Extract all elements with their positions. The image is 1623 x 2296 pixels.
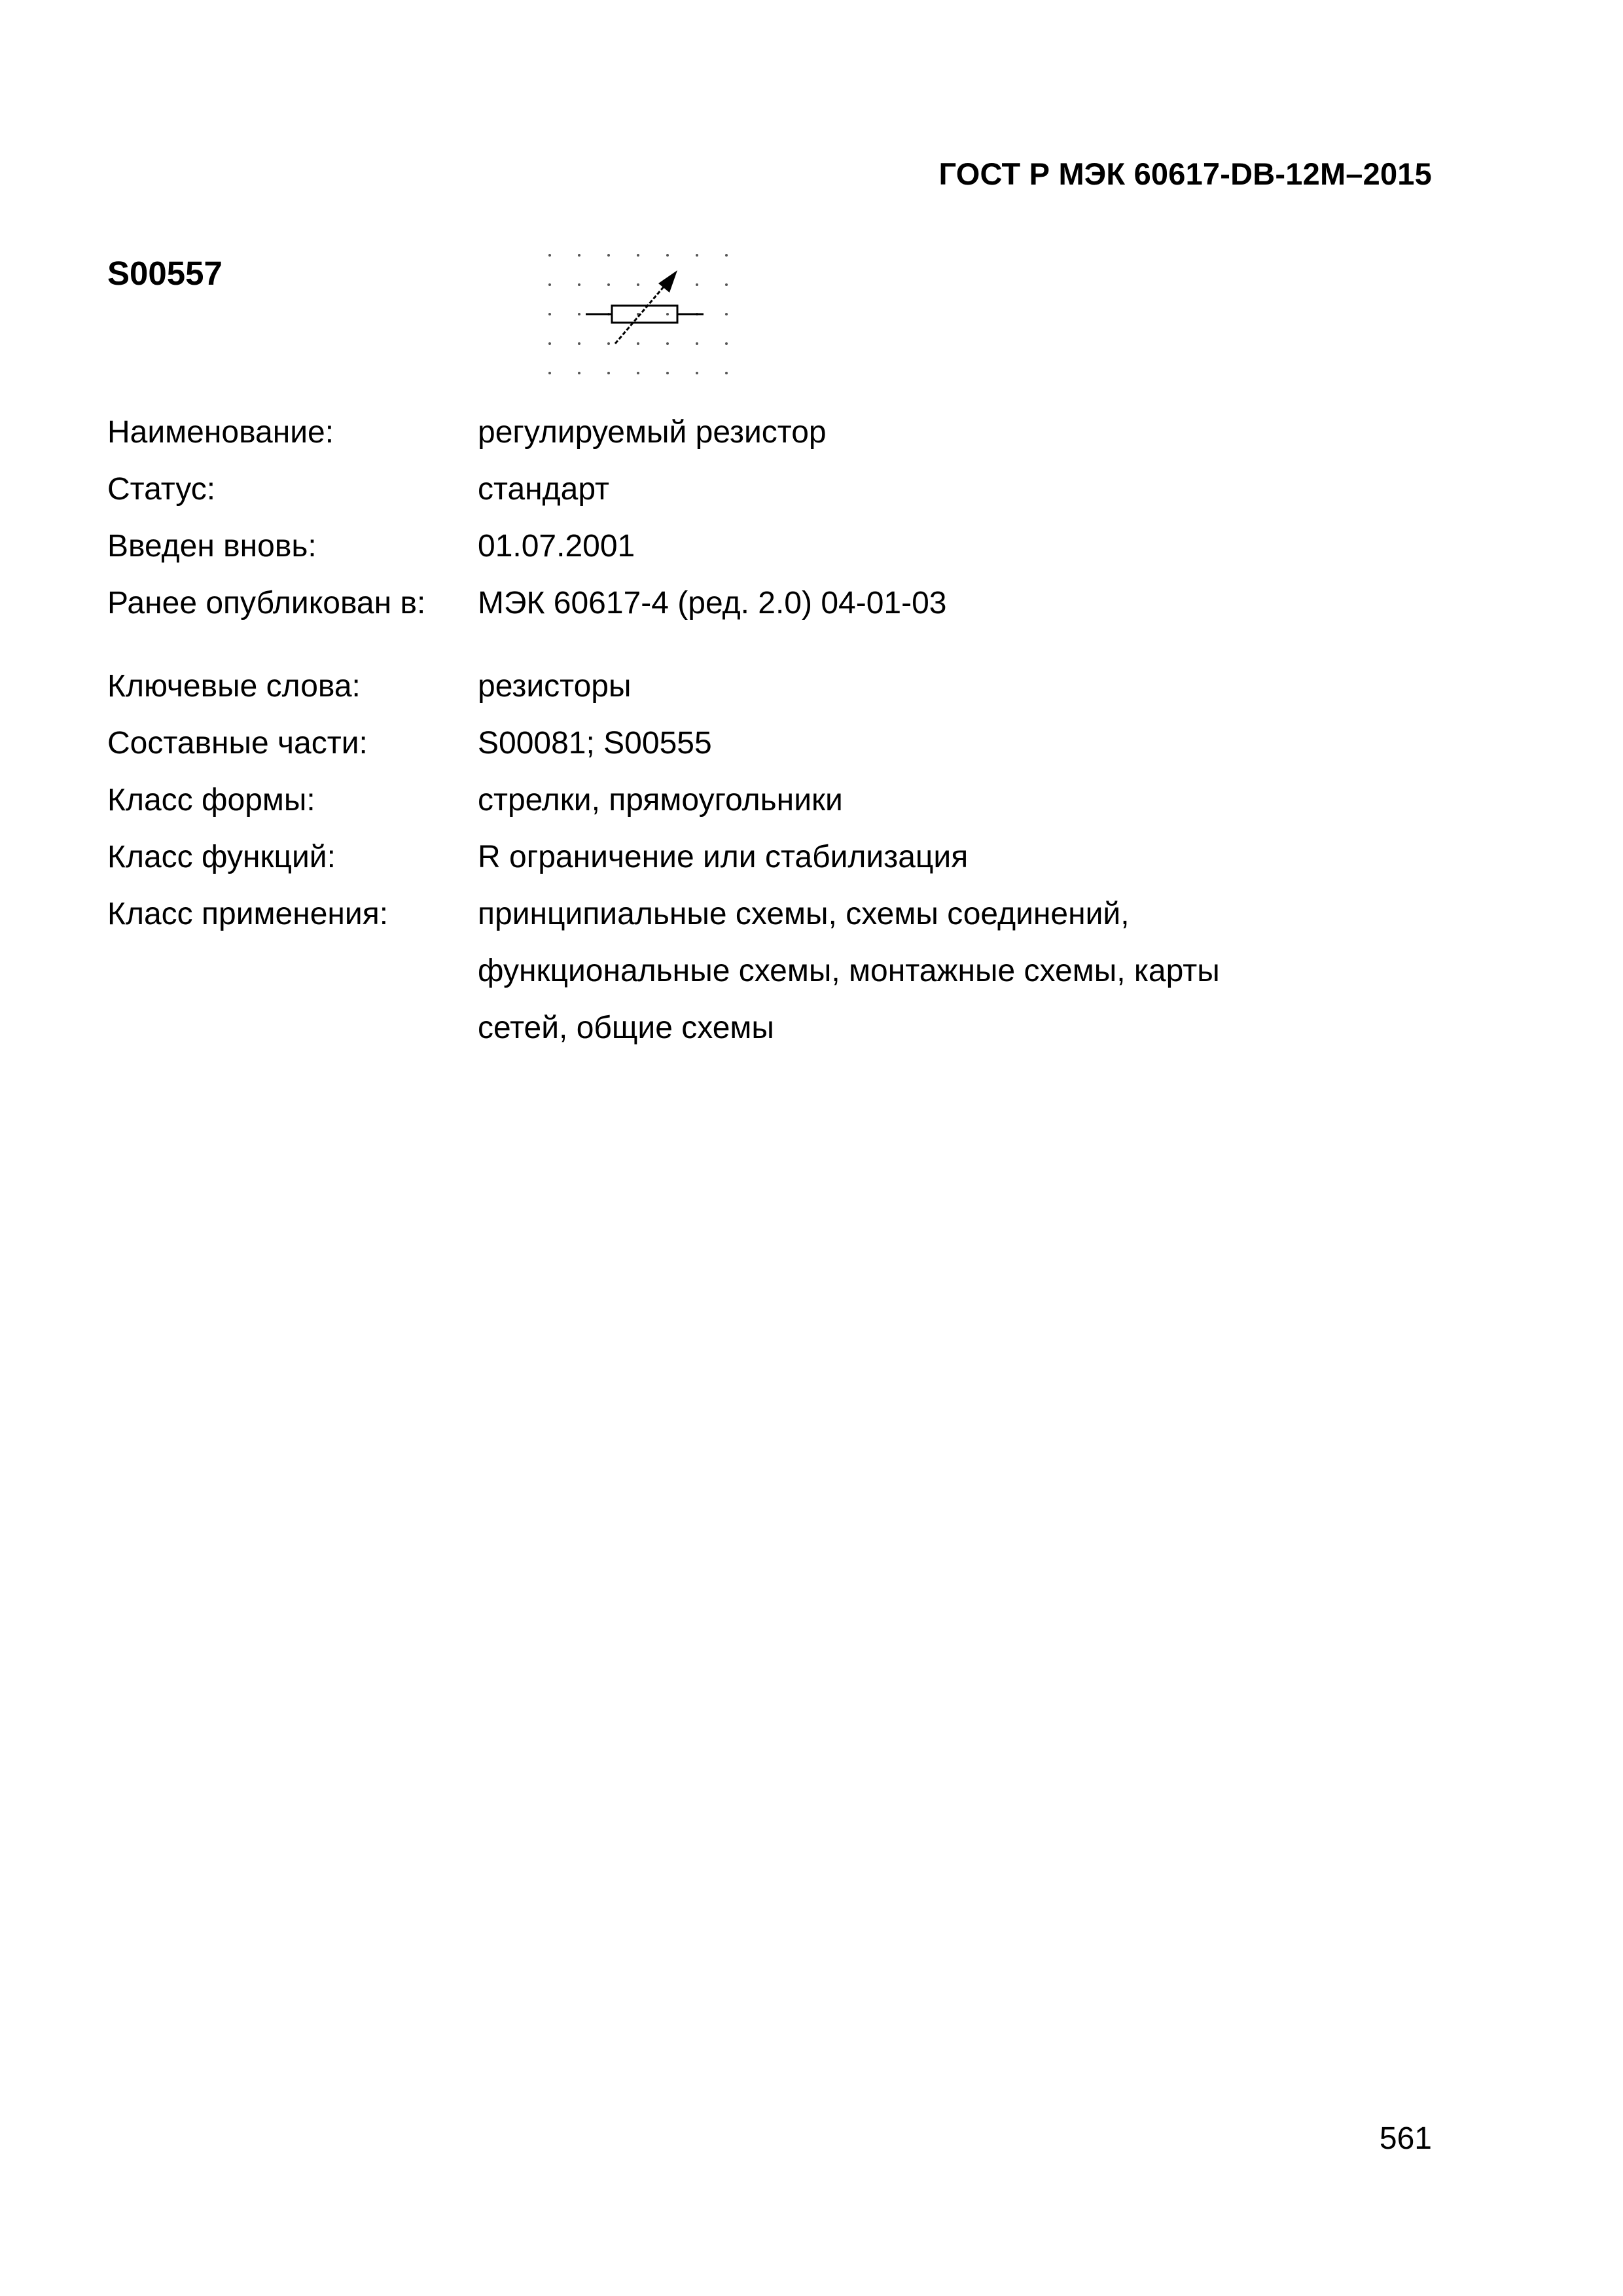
- field-label-components: Составные части:: [107, 726, 368, 761]
- grid-dot: [725, 254, 728, 257]
- field-label-name: Наименование:: [107, 415, 334, 450]
- grid-dot: [578, 283, 580, 286]
- grid-dot: [637, 283, 639, 286]
- grid-dot: [666, 342, 669, 345]
- grid-dot: [578, 254, 580, 257]
- grid-dot: [725, 283, 728, 286]
- grid-dot: [548, 342, 551, 345]
- field-row-previously-published: [107, 575, 1449, 632]
- symbol-code: S00557: [107, 255, 223, 292]
- field-row-keywords: [107, 658, 1449, 715]
- field-label-shape-class: Класс формы:: [107, 783, 315, 817]
- symbol-properties: [107, 404, 1449, 1056]
- field-value-name: регулируемый резистор: [478, 415, 827, 450]
- grid-dot: [666, 313, 669, 315]
- field-label-status: Статус:: [107, 472, 216, 507]
- grid-dot: [725, 372, 728, 374]
- adjustment-arrow-shaft: [615, 281, 669, 344]
- field-value-application-class: [478, 886, 1449, 1056]
- grid-dot: [548, 372, 551, 374]
- field-row-application-class: [107, 886, 1449, 1056]
- grid-dot: [607, 283, 610, 286]
- grid-dot: [725, 313, 728, 315]
- grid-dot: [548, 283, 551, 286]
- document-standard-id: ГОСТ Р МЭК 60617-DB-12M–2015: [938, 156, 1432, 191]
- field-label-previously-published: Ранее опубликован в:: [107, 586, 426, 620]
- field-value-keywords: резисторы: [478, 669, 632, 704]
- field-row-components: [107, 715, 1449, 772]
- field-row-name: [107, 404, 1449, 461]
- grid-dot: [637, 342, 639, 345]
- grid-dot: [696, 283, 698, 286]
- field-label-keywords: Ключевые слова:: [107, 669, 361, 704]
- field-value-components: S00081; S00555: [478, 726, 712, 761]
- grid-dot: [696, 372, 698, 374]
- grid-dot: [548, 313, 551, 315]
- grid-dot: [725, 342, 728, 345]
- field-label-function-class: Класс функций:: [107, 840, 336, 874]
- application-class-line: сетей, общие схемы: [478, 1011, 774, 1045]
- grid-dot: [637, 372, 639, 374]
- grid-dot: [578, 372, 580, 374]
- field-value-previously-published: МЭК 60617-4 (ред. 2.0) 04-01-03: [478, 586, 947, 620]
- grid-dot: [666, 372, 669, 374]
- page-number: 561: [1379, 2121, 1432, 2156]
- grid-dot: [578, 342, 580, 345]
- grid-dot: [607, 372, 610, 374]
- grid-dot: [696, 342, 698, 345]
- resistor-drawing: [586, 281, 704, 344]
- field-row-status: [107, 461, 1449, 518]
- grid-dot: [666, 254, 669, 257]
- grid-dot: [607, 254, 610, 257]
- application-class-line: функциональные схемы, монтажные схемы, карты: [478, 954, 1220, 988]
- grid-dot: [607, 342, 610, 345]
- application-class-line: принципиальные схемы, схемы соединений,: [478, 897, 1130, 931]
- grid-dot: [578, 313, 580, 315]
- field-row-function-class: [107, 829, 1449, 886]
- grid-dot: [548, 254, 551, 257]
- grid-dot: [696, 254, 698, 257]
- adjustable-resistor-symbol-icon: [543, 245, 746, 383]
- field-label-introduced: Введен вновь:: [107, 529, 317, 564]
- field-label-application-class: Класс применения:: [107, 897, 389, 931]
- field-value-function-class: R ограничение или стабилизация: [478, 840, 969, 874]
- field-row-shape-class: [107, 772, 1449, 829]
- field-value-status: стандарт: [478, 472, 609, 507]
- grid-dot: [637, 254, 639, 257]
- field-row-introduced: [107, 518, 1449, 575]
- field-value-introduced: 01.07.2001: [478, 529, 635, 564]
- field-value-shape-class: стрелки, прямоугольники: [478, 783, 843, 817]
